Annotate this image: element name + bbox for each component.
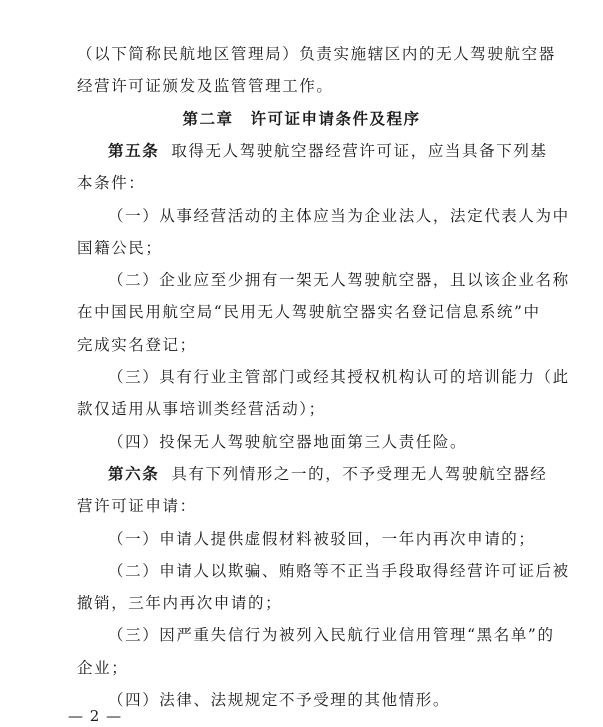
article-5-item-2-line-1: （二）企业应至少拥有一架无人驾驶航空器，且以该企业名称 (108, 271, 570, 289)
article-6-text: 具有下列情形之一的，不予受理无人驾驶航空器经 (171, 465, 548, 483)
article-5-item-3-line-1: （三）具有行业主管部门或经其授权机构认可的培训能力（此 (108, 368, 570, 386)
page-number: — 2 — (68, 707, 123, 725)
article-5-item-2-line-2: 在中国民用航空局“民用无人驾驶航空器实名登记信息系统”中 (77, 303, 541, 321)
article-6-line-2: 营许可证申请： (77, 497, 197, 515)
article-6-label: 第六条 (108, 465, 160, 483)
article-5-item-2-line-3: 完成实名登记； (77, 336, 197, 354)
article-5-item-4-line-1: （四）投保无人驾驶航空器地面第三人责任险。 (108, 433, 468, 451)
intro-line-2: 经营许可证颁发及监管管理工作。 (77, 77, 334, 95)
article-5-line-1 (108, 141, 548, 161)
article-6-item-2-line-1: （二）申请人以欺骗、贿赂等不正当手段取得经营许可证后被 (108, 562, 570, 580)
article-5-item-3-line-2: 款仅适用从事培训类经营活动）； (77, 400, 326, 418)
article-6-line-1 (108, 464, 548, 484)
article-6-item-3-line-2: 企业； (77, 659, 129, 677)
intro-line-1: （以下简称民航地区管理局）负责实施辖区内的无人驾驶航空器 (77, 45, 556, 63)
article-5-line-2: 本条件： (77, 174, 146, 192)
article-6-item-3-line-1: （三）因严重失信行为被列入民航行业信用管理“黑名单”的 (108, 626, 555, 644)
article-5-text: 取得无人驾驶航空器经营许可证，应当具备下列基 (171, 142, 548, 160)
article-6-item-1-line-1: （一）申请人提供虚假材料被驳回，一年内再次申请的； (108, 530, 536, 548)
article-5-label: 第五条 (108, 142, 160, 160)
article-5-item-1-line-2: 国籍公民； (77, 239, 163, 257)
article-5-item-1-line-1: （一）从事经营活动的主体应当为企业法人，法定代表人为中 (108, 207, 570, 225)
chapter-title: 第二章 许可证申请条件及程序 (182, 110, 421, 128)
article-6-item-2-line-2: 撤销，三年内再次申请的； (77, 594, 283, 612)
article-6-item-4-line-1: （四）法律、法规规定不予受理的其他情形。 (108, 691, 451, 709)
